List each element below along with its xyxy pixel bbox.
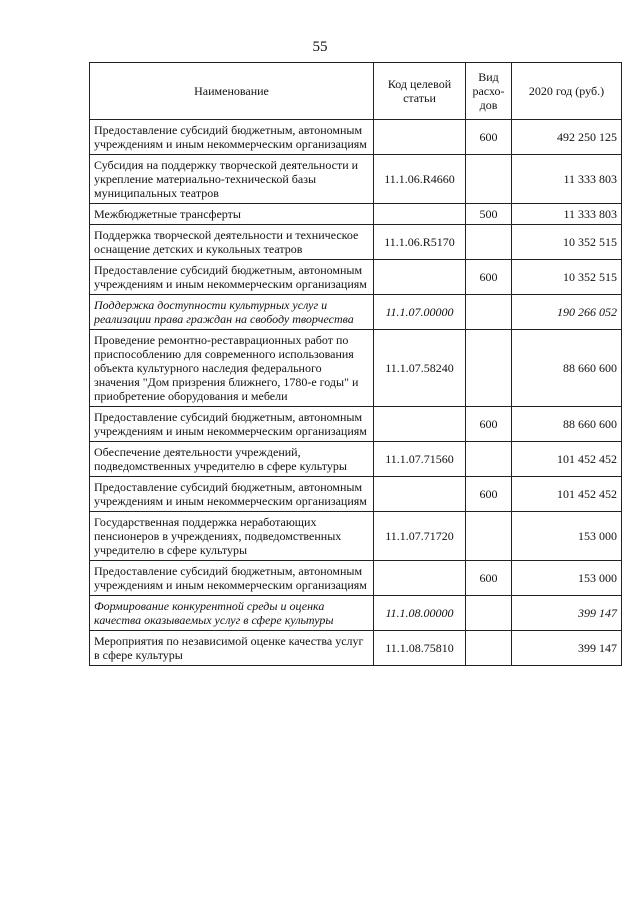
cell-code bbox=[374, 204, 466, 225]
cell-type bbox=[466, 596, 512, 631]
header-name: Наименование bbox=[90, 63, 374, 120]
cell-name: Поддержка доступности культурных услуг и реализации права граждан на свободу творчества bbox=[90, 295, 374, 330]
cell-type: 600 bbox=[466, 407, 512, 442]
budget-table bbox=[89, 62, 622, 666]
cell-amount: 101 452 452 bbox=[512, 442, 622, 477]
cell-name: Предоставление субсидий бюджетным, автономным учреждениям и иным некоммерческим организациям bbox=[90, 407, 374, 442]
table-row bbox=[90, 295, 622, 330]
cell-code bbox=[374, 120, 466, 155]
cell-name: Поддержка творческой деятельности и техническое оснащение детских и кукольных театров bbox=[90, 225, 374, 260]
table-row bbox=[90, 631, 622, 666]
cell-name: Проведение ремонтно-реставрационных работ по приспособлению для современного использования объекта культурного наследия федерального значения "Дом призрения ближнего, 1780-е годы" и приобретение оборудования и мебели bbox=[90, 330, 374, 407]
table-header-row bbox=[90, 63, 622, 120]
cell-name: Предоставление субсидий бюджетным, автономным учреждениям и иным некоммерческим организациям bbox=[90, 120, 374, 155]
cell-name: Обеспечение деятельности учреждений, подведомственных учредителю в сфере культуры bbox=[90, 442, 374, 477]
table-row bbox=[90, 225, 622, 260]
cell-amount: 190 266 052 bbox=[512, 295, 622, 330]
cell-amount: 11 333 803 bbox=[512, 204, 622, 225]
cell-amount: 399 147 bbox=[512, 631, 622, 666]
cell-code: 11.1.07.71560 bbox=[374, 442, 466, 477]
cell-amount: 11 333 803 bbox=[512, 155, 622, 204]
cell-amount: 10 352 515 bbox=[512, 225, 622, 260]
table-row bbox=[90, 260, 622, 295]
header-amount: 2020 год (руб.) bbox=[512, 63, 622, 120]
cell-code: 11.1.07.58240 bbox=[374, 330, 466, 407]
cell-code bbox=[374, 407, 466, 442]
cell-code: 11.1.08.75810 bbox=[374, 631, 466, 666]
cell-type bbox=[466, 225, 512, 260]
table-row bbox=[90, 330, 622, 407]
cell-amount: 10 352 515 bbox=[512, 260, 622, 295]
table-row bbox=[90, 407, 622, 442]
cell-code: 11.1.06.R5170 bbox=[374, 225, 466, 260]
cell-type bbox=[466, 512, 512, 561]
cell-name: Мероприятия по независимой оценке качества услуг в сфере культуры bbox=[90, 631, 374, 666]
cell-code: 11.1.08.00000 bbox=[374, 596, 466, 631]
cell-name: Субсидия на поддержку творческой деятельности и укрепление материально-технической базы муниципальных театров bbox=[90, 155, 374, 204]
cell-code bbox=[374, 260, 466, 295]
cell-type bbox=[466, 631, 512, 666]
cell-type: 600 bbox=[466, 561, 512, 596]
table-body bbox=[90, 120, 622, 666]
table-row bbox=[90, 120, 622, 155]
cell-name: Формирование конкурентной среды и оценка качества оказываемых услуг в сфере культуры bbox=[90, 596, 374, 631]
cell-amount: 492 250 125 bbox=[512, 120, 622, 155]
table-row bbox=[90, 596, 622, 631]
table-row bbox=[90, 477, 622, 512]
table-row bbox=[90, 204, 622, 225]
cell-amount: 153 000 bbox=[512, 512, 622, 561]
cell-type bbox=[466, 155, 512, 204]
cell-amount: 399 147 bbox=[512, 596, 622, 631]
cell-type: 600 bbox=[466, 477, 512, 512]
cell-type bbox=[466, 330, 512, 407]
table-row bbox=[90, 155, 622, 204]
header-type: Вид расхо-дов bbox=[466, 63, 512, 120]
cell-type bbox=[466, 442, 512, 477]
cell-amount: 153 000 bbox=[512, 561, 622, 596]
cell-code: 11.1.07.71720 bbox=[374, 512, 466, 561]
page-number: 55 bbox=[312, 39, 328, 55]
cell-name: Предоставление субсидий бюджетным, автономным учреждениям и иным некоммерческим организациям bbox=[90, 561, 374, 596]
cell-amount: 101 452 452 bbox=[512, 477, 622, 512]
cell-code: 11.1.07.00000 bbox=[374, 295, 466, 330]
cell-name: Государственная поддержка неработающих пенсионеров в учреждениях, подведомственных учредителю в сфере культуры bbox=[90, 512, 374, 561]
cell-code bbox=[374, 477, 466, 512]
cell-type bbox=[466, 295, 512, 330]
cell-code: 11.1.06.R4660 bbox=[374, 155, 466, 204]
table-row bbox=[90, 512, 622, 561]
cell-type: 600 bbox=[466, 260, 512, 295]
cell-code bbox=[374, 561, 466, 596]
header-code: Код целевой статьи bbox=[374, 63, 466, 120]
cell-name: Предоставление субсидий бюджетным, автономным учреждениям и иным некоммерческим организациям bbox=[90, 477, 374, 512]
cell-type: 500 bbox=[466, 204, 512, 225]
cell-amount: 88 660 600 bbox=[512, 407, 622, 442]
cell-name: Межбюджетные трансферты bbox=[90, 204, 374, 225]
cell-amount: 88 660 600 bbox=[512, 330, 622, 407]
cell-name: Предоставление субсидий бюджетным, автономным учреждениям и иным некоммерческим организациям bbox=[90, 260, 374, 295]
cell-type: 600 bbox=[466, 120, 512, 155]
table-row bbox=[90, 442, 622, 477]
table-row bbox=[90, 561, 622, 596]
